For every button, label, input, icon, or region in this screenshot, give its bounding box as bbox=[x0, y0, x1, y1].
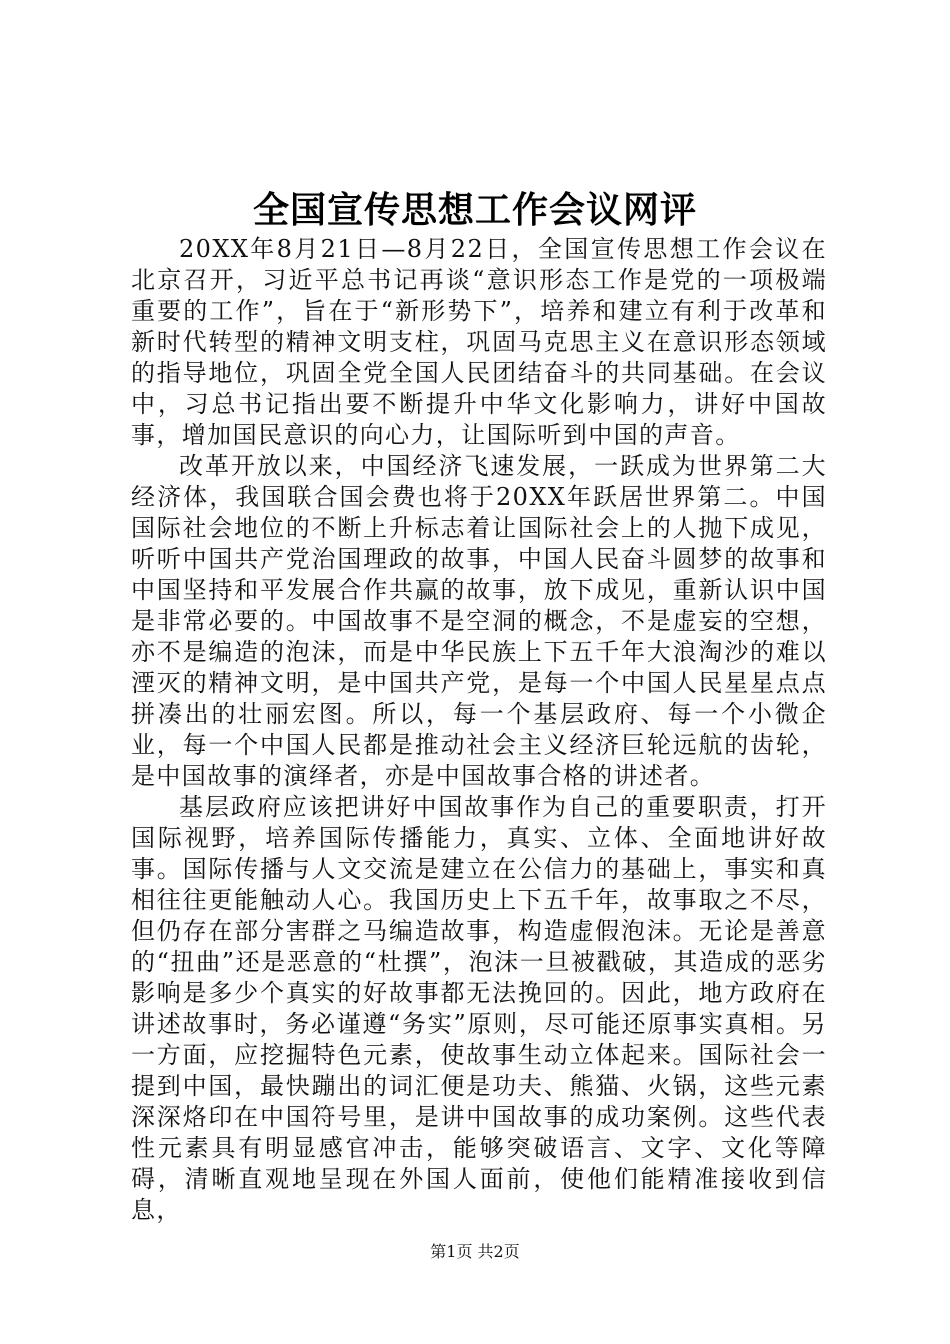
paragraph-2: 改革开放以来，中国经济飞速发展，一跃成为世界第二大经济体，我国联合国会费也将于20XX年跃居世界第二。中国国际社会地位的不断上升标志着让国际社会上的人抛下成见，听听中国共产党治国理政的故事，中国人民奋斗圆梦的故事和中国坚持和平发展合作共赢的故事，放下成见，重新认识中国是非常必要的。中国故事不是空洞的概念，不是虚妄的空想，亦不是编造的泡沫，而是中华民族上下五千年大浪淘沙的难以湮灭的精神文明，是中国共产党，是每一个中国人民星星点点拼凑出的壮丽宏图。所以，每一个基层政府、每一个小微企业，每一个中国人民都是推动社会主义经济巨轮远航的齿轮，是中国故事的演绎者，亦是中国故事合格的讲述者。 bbox=[131, 452, 827, 790]
document-title: 全国宣传思想工作会议网评 bbox=[252, 190, 697, 231]
paragraph-1: 20XX年8月21日—8月22日，全国宣传思想工作会议在北京召开，习近平总书记再谈“意识形态工作是党的一项极端重要的工作”，旨在于“新形势下”，培养和建立有利于改革和新时代转型的精神文明支柱，巩固马克思主义在意识形态领域的指导地位，巩固全党全国人民团结奋斗的共同基础。在会议中，习总书记指出要不断提升中华文化影响力，讲好中国故事，增加国民意识的向心力，让国际听到中国的声音。 bbox=[131, 235, 827, 449]
page-footer: 第1页 共2页 bbox=[430, 1242, 520, 1261]
paragraph-3: 基层政府应该把讲好中国故事作为自己的重要职责，打开国际视野，培养国际传播能力，真实、立体、全面地讲好故事。国际传播与人文交流是建立在公信力的基础上，事实和真相往往更能触动人心。我国历史上下五千年，故事取之不尽，但仍存在部分害群之马编造故事，构造虚假泡沫。无论是善意的“扭曲”还是恶意的“杜撰”，泡沫一旦被戳破，其造成的恶劣影响是多少个真实的好故事都无法挽回的。因此，地方政府在讲述故事时，务必谨遵“务实”原则，尽可能还原事实真相。另一方面，应挖掘特色元素，使故事生动立体起来。国际社会一提到中国，最快蹦出的词汇便是功夫、熊猫、火锅，这些元素深深烙印在中国符号里，是讲中国故事的成功案例。这些代表性元素具有明显感官冲击，能够突破语言、文字、文化等障碍，清晰直观地呈现在外国人面前，使他们能精准接收到信息， bbox=[131, 793, 827, 1224]
document-body bbox=[131, 234, 827, 1226]
